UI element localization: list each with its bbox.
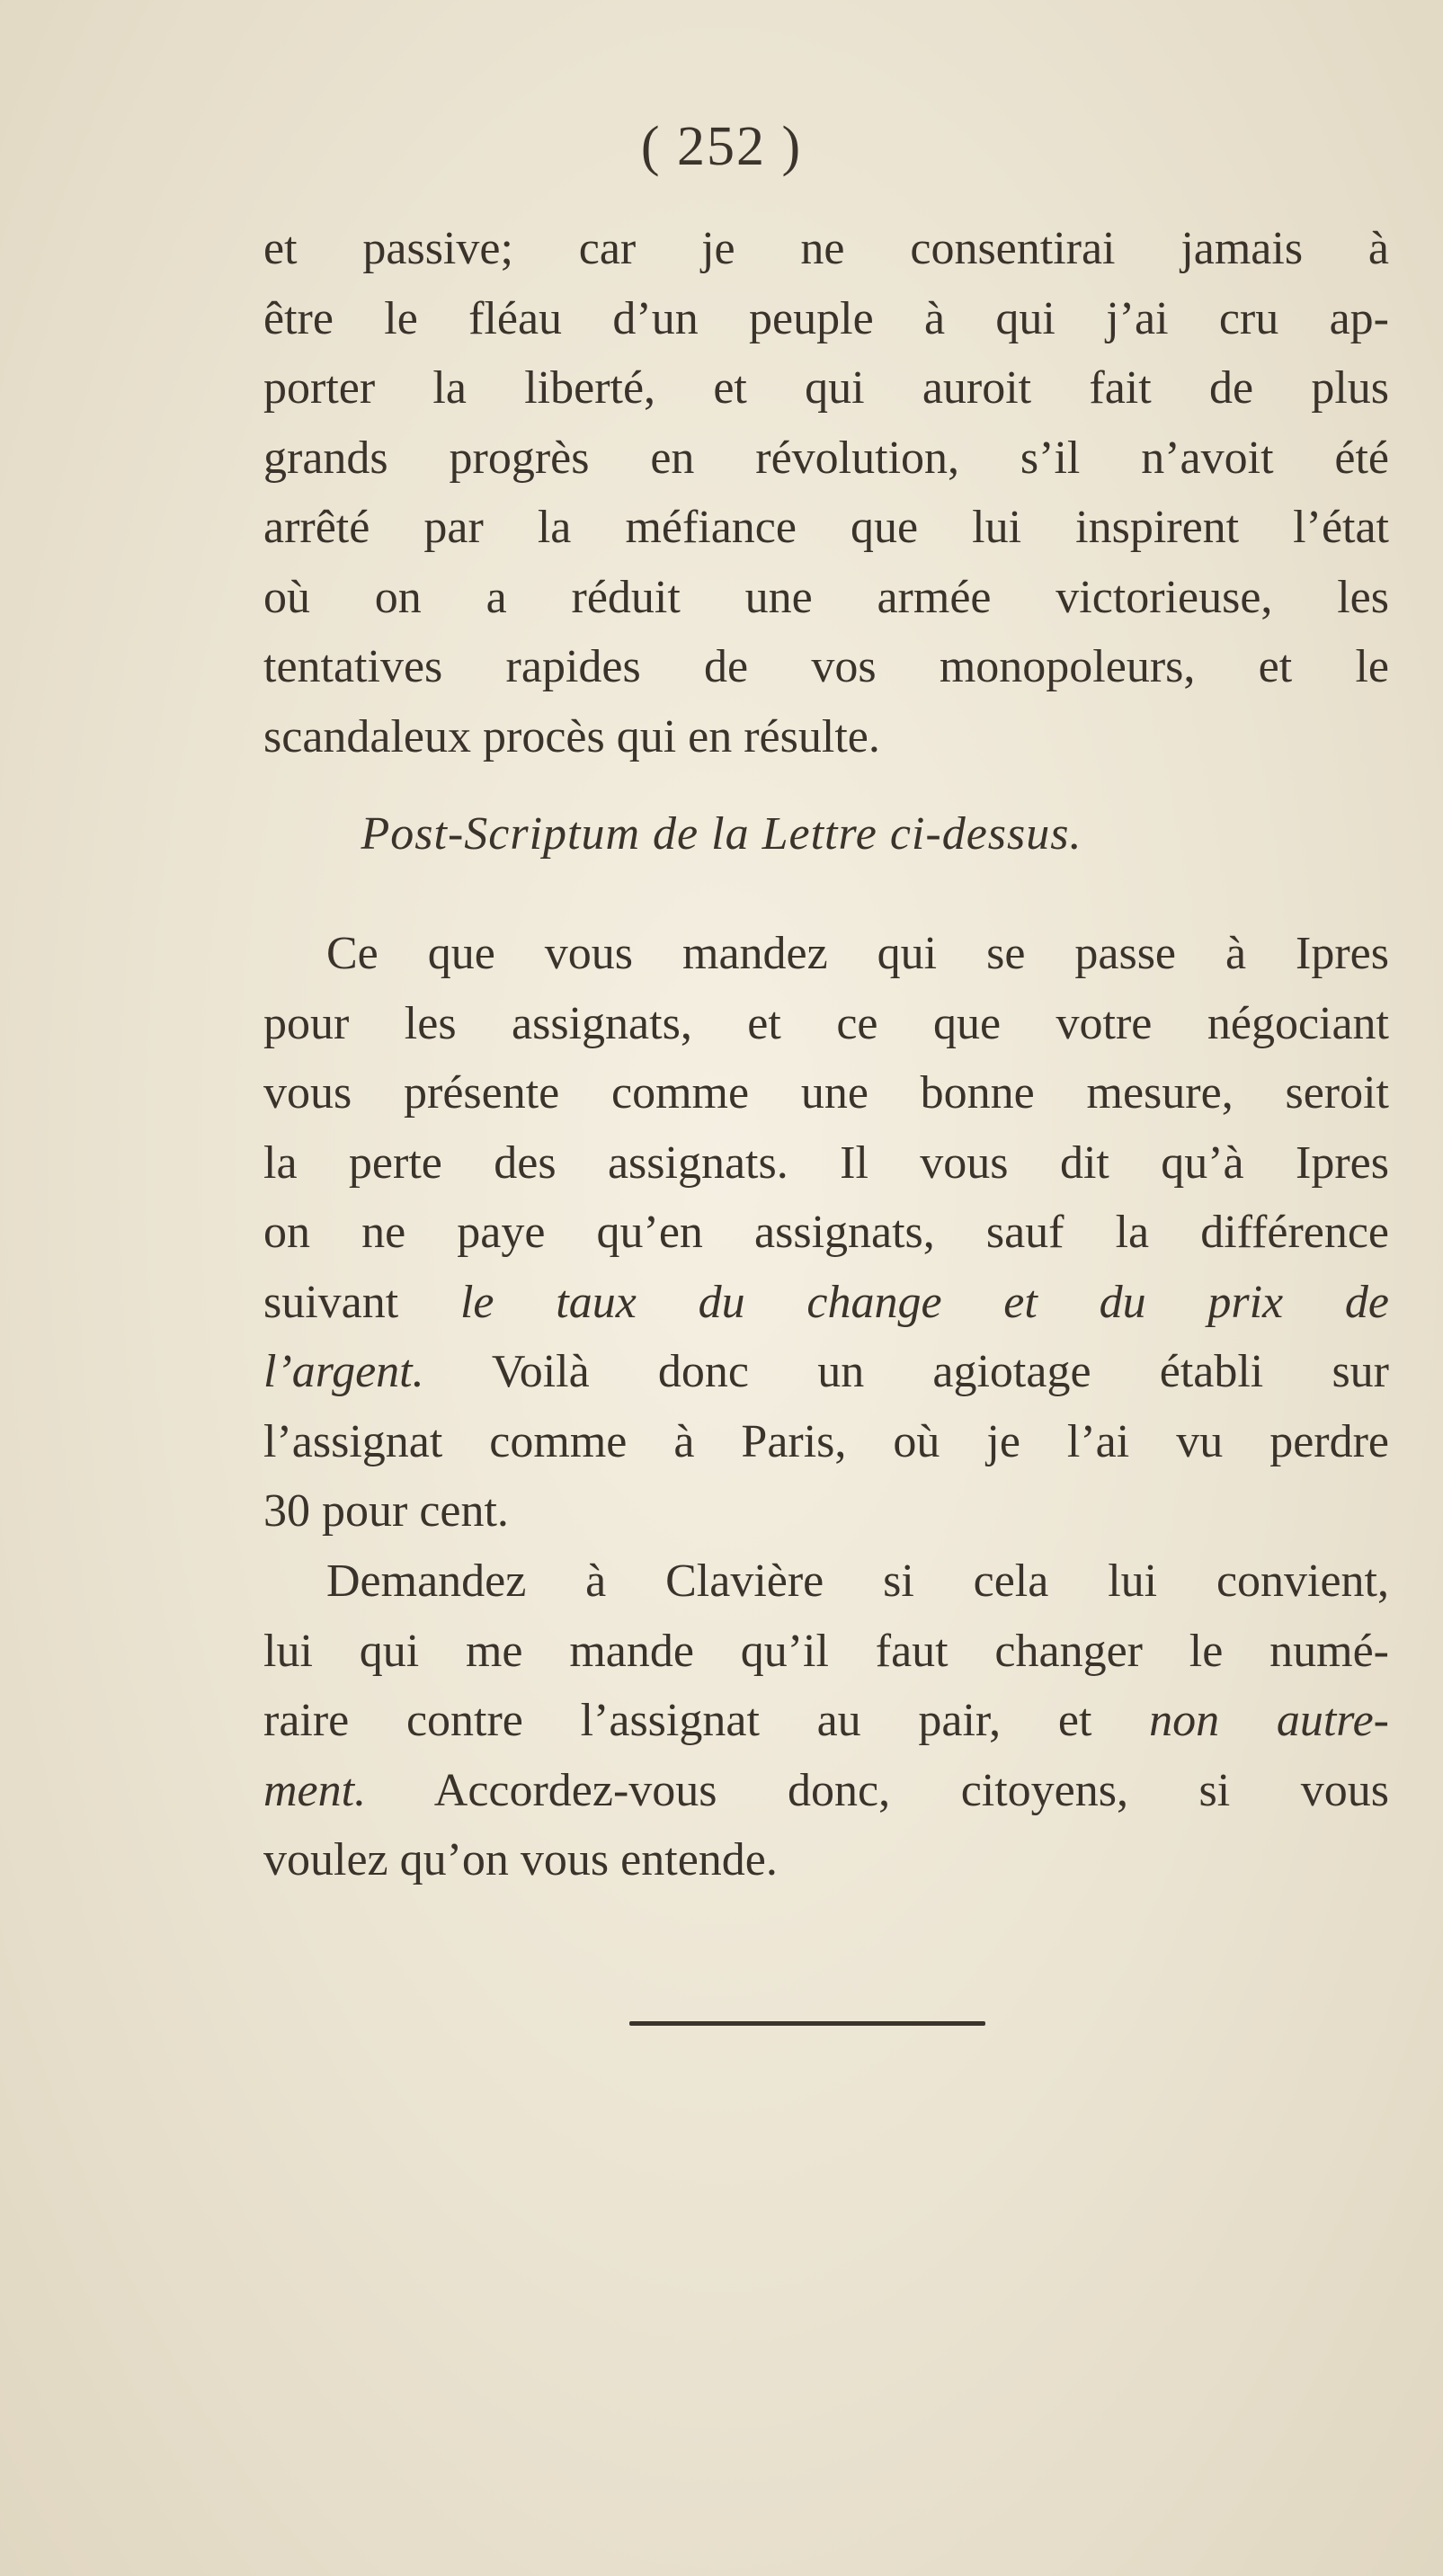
text-run: Voilà donc un agiotage établi sur — [423, 1346, 1389, 1397]
paragraph-postscript — [263, 919, 1389, 1546]
text-line: porter la liberté, et qui auroit fait de plus — [263, 362, 1389, 414]
text-line: être le fléau d’un peuple à qui j’ai cru ap- — [263, 292, 1389, 344]
text-line: la perte des assignats. Il vous dit qu’à Ipres — [263, 1136, 1389, 1189]
text-line: 30 pour cent. — [263, 1485, 509, 1537]
text-run: suivant — [263, 1276, 460, 1328]
text-run: raire contre l’assignat au pair, et — [263, 1695, 1150, 1746]
text-line: voulez qu’on vous entende. — [263, 1834, 778, 1885]
page-number: ( 252 ) — [640, 116, 803, 177]
text-line: grands progrès en révolution, s’il n’avoit été — [263, 432, 1389, 484]
text-line: lui qui me mande qu’il faut changer le numé- — [263, 1625, 1389, 1677]
text-line: scandaleux procès qui en résulte. — [263, 710, 880, 762]
text-line: où on a réduit une armée victorieuse, les — [263, 571, 1389, 623]
text-line — [263, 1756, 1389, 1826]
paragraph-closing — [263, 1546, 1389, 1895]
text-line: et passive; car je ne consentirai jamais à — [263, 223, 1389, 274]
text-line: Demandez à Clavière si cela lui convient, — [326, 1555, 1389, 1607]
text-line: pour les assignats, et ce que votre négociant — [263, 997, 1389, 1049]
text-line: on ne paye qu’en assignats, sauf la différence — [263, 1207, 1389, 1258]
italic-phrase: le taux du change et du prix de — [459, 1276, 1389, 1328]
text-line — [263, 1337, 1389, 1407]
text-line: arrêté par la méfiance que lui inspirent l’état — [263, 502, 1389, 553]
text-line: vous présente comme une bonne mesure, seroit — [263, 1067, 1389, 1119]
text-line — [263, 1686, 1389, 1756]
italic-phrase: l’argent. — [263, 1346, 424, 1397]
text-line: l’assignat comme à Paris, où je l’ai vu perdre — [263, 1415, 1389, 1467]
text-line — [263, 1268, 1389, 1338]
text-run: Accordez-vous donc, citoyens, si vous — [366, 1764, 1389, 1816]
italic-phrase: non autre- — [1149, 1695, 1389, 1746]
italic-phrase: ment. — [263, 1764, 367, 1816]
postscript-heading: Post-Scriptum de la Lettre ci-dessus. — [361, 808, 1082, 860]
section-rule — [629, 2021, 985, 2026]
text-line: Ce que vous mandez qui se passe à Ipres — [326, 928, 1389, 979]
text-line: tentatives rapides de vos monopoleurs, et le — [263, 641, 1389, 692]
paragraph-continuation — [263, 214, 1389, 771]
